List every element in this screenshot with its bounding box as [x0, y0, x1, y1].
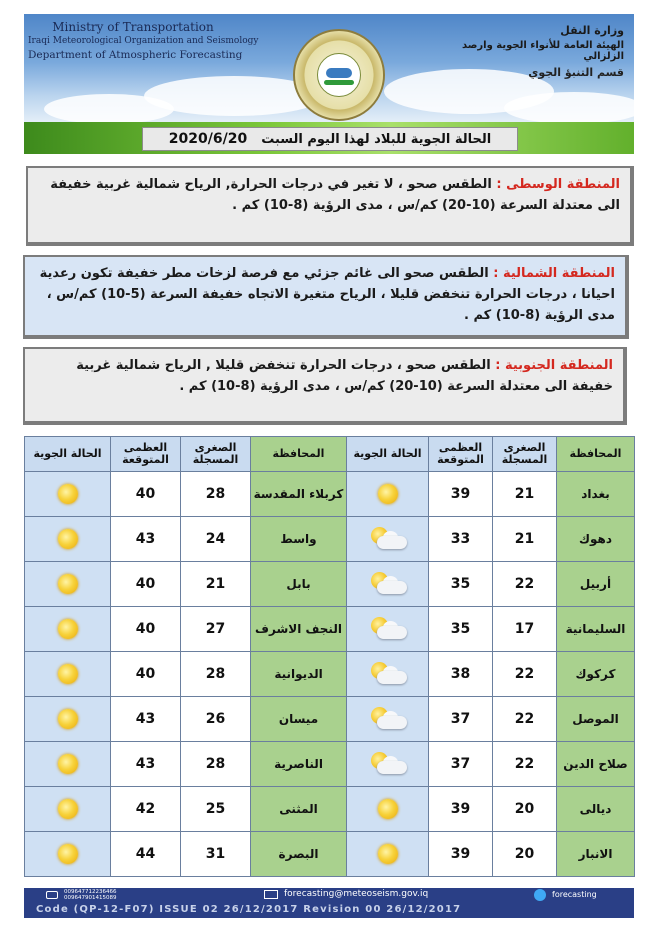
sun-icon — [58, 799, 78, 819]
province-cell: البصرة — [251, 832, 347, 877]
region-south-text: الطقس صحو ، درجات الحرارة تنخفض قليلا , الرياح شمالية غربية خفيفة الى معتدلة السرعة (10-20) كم/س ، مدى الرؤية (8-10) كم . — [76, 358, 613, 394]
province-cell: كركوك — [557, 652, 635, 697]
region-central-text: الطقس صحو ، لا تغير في درجات الحرارة, الرياح شمالية غربية خفيفة الى معتدلة السرعة (10-20) كم/س ، مدى الرؤية (8-10) كم . — [50, 177, 620, 213]
max-cell: 42 — [111, 787, 181, 832]
header-max — [111, 437, 181, 472]
sun-icon — [378, 799, 398, 819]
condition-cell — [25, 787, 111, 832]
region-north-text: الطقس صحو الى غائم جزئي مع فرصة لزخات مطر خفيفة تكون رعدية احيانا ، درجات الحرارة تنخفض قليلا ، الرياح متغيرة الاتجاه خفيفة السرعة (5-10) كم/س ، مدى الرؤية (8-10) كم . — [39, 266, 615, 323]
header-arabic — [424, 24, 624, 79]
region-central-name: المنطقة الوسطى : — [496, 177, 620, 192]
sun-icon — [58, 484, 78, 504]
table-row — [25, 652, 635, 697]
province-cell: صلاح الدين — [557, 742, 635, 787]
region-central — [26, 166, 634, 246]
header-max — [429, 437, 493, 472]
min-cell: 22 — [493, 652, 557, 697]
max-cell: 44 — [111, 832, 181, 877]
condition-cell — [347, 787, 429, 832]
header-min — [181, 437, 251, 472]
max-cell: 40 — [111, 472, 181, 517]
min-cell: 21 — [493, 517, 557, 562]
min-cell: 28 — [181, 472, 251, 517]
header-province: المحافظة — [251, 437, 347, 472]
phone-icon — [46, 891, 58, 899]
condition-cell — [25, 517, 111, 562]
region-north-name: المنطقة الشمالية : — [493, 266, 615, 281]
header-max-line1: العظمى — [123, 441, 168, 454]
department-name-ar: قسم التنبؤ الجوي — [528, 66, 624, 79]
province-cell: الموصل — [557, 697, 635, 742]
condition-cell — [347, 832, 429, 877]
condition-cell — [347, 472, 429, 517]
footer — [24, 888, 634, 918]
organization-logo — [293, 29, 385, 121]
min-cell: 25 — [181, 787, 251, 832]
logo-emblem — [317, 53, 361, 97]
province-cell: بغداد — [557, 472, 635, 517]
province-cell: كربلاء المقدسة — [251, 472, 347, 517]
max-cell: 35 — [429, 607, 493, 652]
condition-cell — [347, 652, 429, 697]
page-title-text: الحالة الجوية للبلاد لهذا اليوم السبت — [261, 131, 492, 147]
max-cell: 37 — [429, 697, 493, 742]
sun-icon — [58, 574, 78, 594]
province-cell: النجف الاشرف — [251, 607, 347, 652]
table-row — [25, 562, 635, 607]
min-cell: 22 — [493, 742, 557, 787]
province-cell: المثنى — [251, 787, 347, 832]
organization-name: Iraqi Meteorological Organization and Seismology — [28, 36, 259, 46]
sun-icon — [58, 529, 78, 549]
page-title — [142, 127, 518, 151]
footer-phones — [64, 889, 117, 901]
condition-cell — [25, 607, 111, 652]
min-cell: 22 — [493, 562, 557, 607]
min-cell: 28 — [181, 742, 251, 787]
max-cell: 40 — [111, 607, 181, 652]
document-code: Code (QP-12-F07) ISSUE 02 26/12/2017 Revision 00 26/12/2017 — [36, 904, 462, 915]
partly-cloudy-icon — [367, 616, 409, 642]
province-cell: أربيل — [557, 562, 635, 607]
table-header-row — [25, 437, 635, 472]
region-south — [23, 347, 627, 425]
header-min-line1: الصغرى — [503, 441, 546, 454]
min-cell: 31 — [181, 832, 251, 877]
header-max-line2: المتوقعة — [437, 453, 484, 466]
page-title-date: 2020/6/20 — [168, 131, 248, 147]
condition-cell — [25, 472, 111, 517]
logo-cloud-icon — [326, 68, 352, 78]
sun-icon — [58, 619, 78, 639]
partly-cloudy-icon — [367, 526, 409, 552]
condition-cell — [347, 562, 429, 607]
header-min-line2: المسجلة — [501, 453, 548, 466]
sun-icon — [58, 664, 78, 684]
sun-icon — [378, 484, 398, 504]
partly-cloudy-icon — [367, 571, 409, 597]
min-cell: 27 — [181, 607, 251, 652]
sun-icon — [58, 709, 78, 729]
header-english — [28, 20, 259, 61]
footer-phone: 009647901415089 — [64, 895, 117, 901]
sun-icon — [58, 754, 78, 774]
min-cell: 24 — [181, 517, 251, 562]
header-min-line1: الصغرى — [194, 441, 237, 454]
region-north — [23, 255, 629, 339]
condition-cell — [25, 742, 111, 787]
partly-cloudy-icon — [367, 706, 409, 732]
header-province: المحافظة — [557, 437, 635, 472]
condition-cell — [347, 742, 429, 787]
province-cell: ديالى — [557, 787, 635, 832]
min-cell: 17 — [493, 607, 557, 652]
max-cell: 40 — [111, 652, 181, 697]
table-row — [25, 742, 635, 787]
header-min-line2: المسجلة — [192, 453, 239, 466]
max-cell: 43 — [111, 517, 181, 562]
partly-cloudy-icon — [367, 661, 409, 687]
province-cell: ميسان — [251, 697, 347, 742]
max-cell: 33 — [429, 517, 493, 562]
region-south-name: المنطقة الجنوبية : — [495, 358, 613, 373]
footer-phone: 009647712236466 — [64, 889, 117, 895]
max-cell: 38 — [429, 652, 493, 697]
header-max-line2: المتوقعة — [122, 453, 169, 466]
table-row — [25, 472, 635, 517]
province-cell: بابل — [251, 562, 347, 607]
table-row — [25, 832, 635, 877]
condition-cell — [25, 697, 111, 742]
cloud-decoration — [44, 94, 174, 122]
logo-wave-icon — [324, 80, 354, 85]
max-cell: 37 — [429, 742, 493, 787]
province-cell: الانبار — [557, 832, 635, 877]
province-cell: دهوك — [557, 517, 635, 562]
table-row — [25, 787, 635, 832]
cloud-decoration — [504, 92, 634, 122]
organization-name-ar: الهيئة العامة للأنواء الجوية وارصد الزلزالي — [461, 40, 624, 62]
table-row — [25, 697, 635, 742]
sun-icon — [58, 844, 78, 864]
forecast-table — [24, 436, 635, 877]
header-max-line1: العظمى — [438, 441, 483, 454]
table-row — [25, 517, 635, 562]
condition-cell — [25, 562, 111, 607]
province-cell: الناصرية — [251, 742, 347, 787]
max-cell: 43 — [111, 697, 181, 742]
condition-cell — [347, 517, 429, 562]
department-name: Department of Atmospheric Forecasting — [28, 49, 243, 61]
footer-skype: forecasting — [552, 890, 597, 899]
table-row — [25, 607, 635, 652]
min-cell: 20 — [493, 832, 557, 877]
partly-cloudy-icon — [367, 751, 409, 777]
min-cell: 22 — [493, 697, 557, 742]
max-cell: 39 — [429, 787, 493, 832]
header-min — [493, 437, 557, 472]
min-cell: 26 — [181, 697, 251, 742]
ministry-name-ar: وزارة النقل — [560, 24, 624, 37]
max-cell: 35 — [429, 562, 493, 607]
header-condition: الحالة الجوية — [25, 437, 111, 472]
forecast-table-body — [25, 472, 635, 877]
skype-icon — [534, 889, 546, 901]
max-cell: 40 — [111, 562, 181, 607]
mail-icon — [264, 890, 278, 899]
min-cell: 21 — [181, 562, 251, 607]
condition-cell — [25, 832, 111, 877]
footer-email[interactable]: forecasting@meteoseism.gov.iq — [284, 889, 429, 899]
max-cell: 39 — [429, 472, 493, 517]
min-cell: 20 — [493, 787, 557, 832]
sun-icon — [378, 844, 398, 864]
min-cell: 21 — [493, 472, 557, 517]
max-cell: 43 — [111, 742, 181, 787]
header-condition: الحالة الجوية — [347, 437, 429, 472]
max-cell: 39 — [429, 832, 493, 877]
condition-cell — [347, 607, 429, 652]
condition-cell — [347, 697, 429, 742]
ministry-name: Ministry of Transportation — [52, 20, 214, 34]
province-cell: واسط — [251, 517, 347, 562]
min-cell: 28 — [181, 652, 251, 697]
condition-cell — [25, 652, 111, 697]
province-cell: الديوانية — [251, 652, 347, 697]
province-cell: السليمانية — [557, 607, 635, 652]
